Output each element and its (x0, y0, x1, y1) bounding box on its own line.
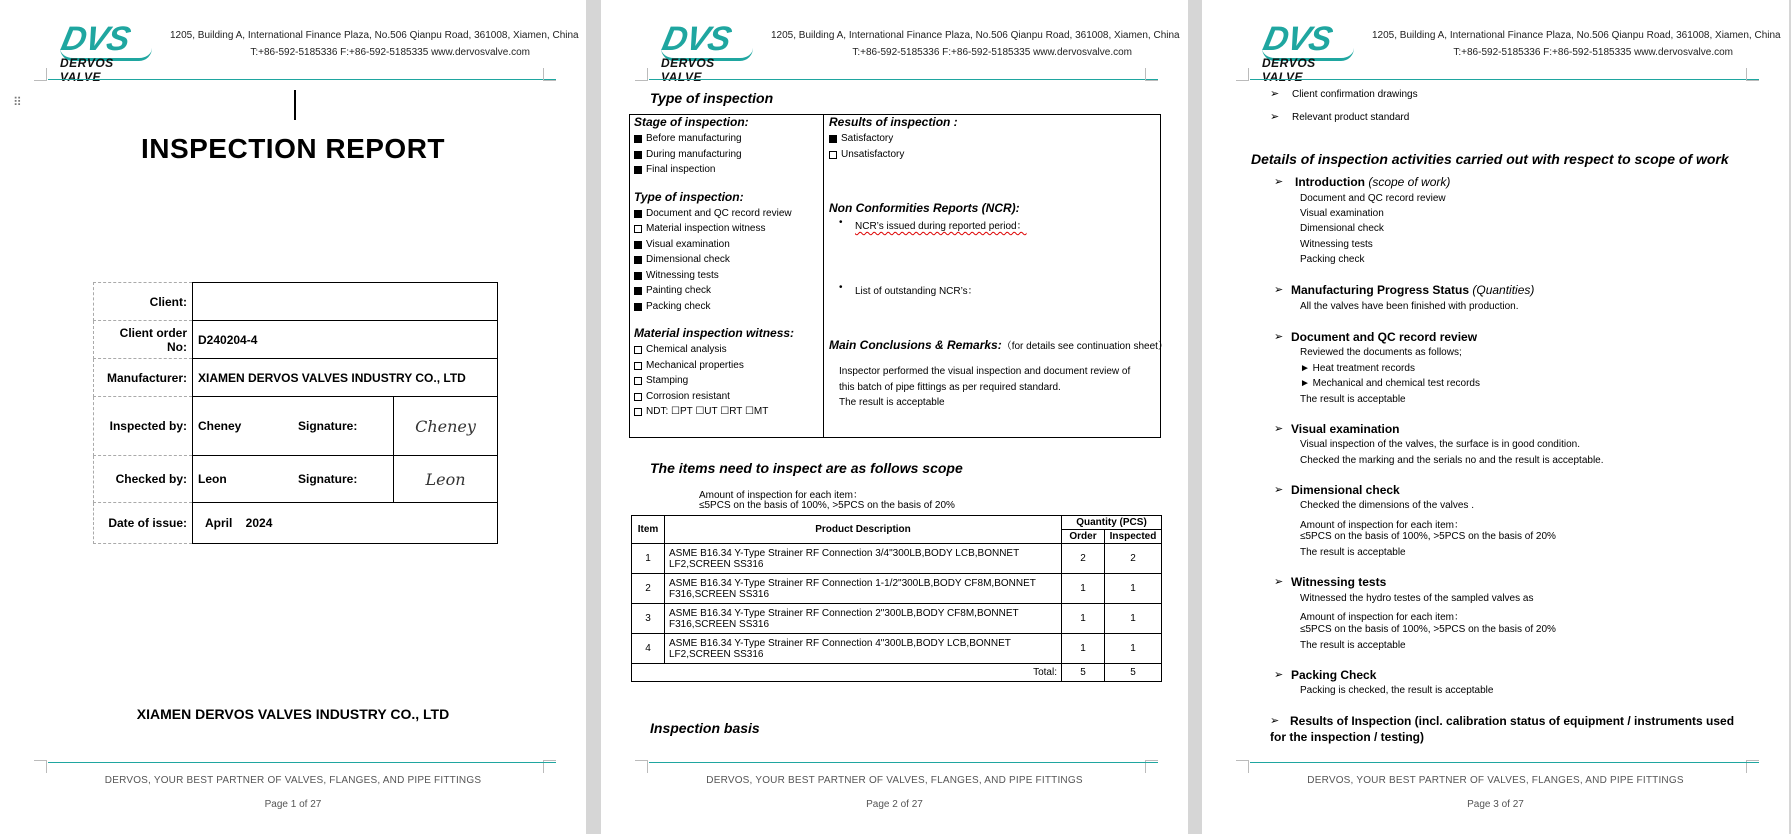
report-info-table (93, 282, 498, 544)
order-cell[interactable]: 1 (1062, 634, 1105, 664)
mps-heading[interactable]: Manufacturing Progress Status (1291, 283, 1470, 297)
margin-corner (543, 68, 556, 81)
stage-item[interactable]: Final inspection (634, 162, 819, 178)
intro-item[interactable]: Witnessing tests (1300, 239, 1373, 250)
table-row (632, 604, 1162, 634)
results-heading-line2[interactable]: for the inspection / testing) (1270, 730, 1425, 744)
table-row (632, 544, 1162, 574)
intro-item[interactable]: Dimensional check (1300, 223, 1384, 234)
intro-item[interactable]: Visual examination (1300, 208, 1384, 219)
page-header (1202, 0, 1789, 82)
conclusion-note: （for details see continuation sheet） (1001, 341, 1168, 352)
table-row (632, 634, 1162, 664)
report-title[interactable]: INSPECTION REPORT (140, 133, 446, 164)
checked-label: Checked by: (94, 456, 193, 503)
logo-text: DERVOS VALVE (661, 56, 715, 84)
dim-line[interactable]: The result is acceptable (1300, 547, 1406, 558)
arrow-bullet-icon: ➢ (1274, 176, 1284, 188)
material-item[interactable]: Mechanical properties (634, 358, 819, 374)
wit-line[interactable]: ≤5PCS on the basis of 100%, >5PCS on the basis of 20% (1300, 624, 1556, 635)
header-address: 1205, Building A, International Finance Plaza, No.506 Qianpu Road, 361008, Xiamen, China (1372, 30, 1781, 41)
inspected-cell[interactable]: 2 (1105, 544, 1162, 574)
footer-tagline: DERVOS, YOUR BEST PARTNER OF VALVES, FLANGES, AND PIPE FITTINGS (706, 775, 1083, 786)
col-inspected-header: Inspected (1105, 530, 1162, 544)
date-label: Date of issue: (94, 503, 193, 544)
col-desc-header: Product Description (665, 516, 1062, 544)
arrow-bullet-icon: ➢ (1274, 331, 1284, 343)
inspector-signature: Cheney (415, 416, 476, 436)
dervos-logo (1259, 20, 1360, 84)
header-divider (649, 79, 1158, 80)
dim-heading[interactable]: Dimensional check (1291, 483, 1400, 497)
intro-item[interactable]: Packing check (1300, 254, 1365, 265)
client-label: Client: (94, 283, 193, 321)
doc-heading[interactable]: Document and QC record review (1291, 330, 1478, 344)
desc-cell[interactable]: ASME B16.34 Y-Type Strainer RF Connection 4"300LB,BODY LCB,BONNET LF2,SCREEN SS316 (665, 634, 1062, 664)
material-heading: Material inspection witness: (634, 326, 795, 340)
order-cell[interactable]: 1 (1062, 574, 1105, 604)
arrow-bullet-icon: ➢ (1274, 669, 1284, 681)
text-cursor (294, 90, 296, 120)
margin-corner (635, 68, 648, 81)
conclusion-line[interactable]: this batch of pipe fittings as per required standard. (839, 381, 1061, 393)
margin-corner (1236, 760, 1249, 773)
type-item[interactable]: Document and QC record review (634, 206, 819, 222)
inspected-label: Inspected by: (94, 397, 193, 456)
item-cell[interactable]: 1 (632, 544, 665, 574)
inspected-value[interactable]: Cheney (193, 397, 294, 456)
margin-corner (1746, 68, 1759, 81)
mps-line[interactable]: All the valves have been finished with production. (1300, 301, 1519, 312)
total-order[interactable]: 5 (1062, 664, 1105, 682)
amount-line[interactable]: Amount of inspection for each item： (699, 490, 863, 501)
wit-line[interactable]: The result is acceptable (1300, 640, 1406, 651)
header-contact: T:+86-592-5185336 F:+86-592-5185335 www.dervosvalve.com (250, 47, 530, 58)
dim-line[interactable]: Amount of inspection for each item： (1300, 520, 1464, 531)
inspected-cell[interactable]: 1 (1105, 574, 1162, 604)
pack-heading[interactable]: Packing Check (1291, 668, 1377, 682)
results-heading-line1[interactable]: Results of Inspection (incl. calibration status of equipment / instruments used (1290, 714, 1735, 728)
col-qty-header: Quantity (PCS) (1062, 516, 1162, 530)
items-table (631, 515, 1162, 682)
ncr-issued[interactable] (829, 217, 1154, 232)
footer-tagline: DERVOS, YOUR BEST PARTNER OF VALVES, FLANGES, AND PIPE FITTINGS (1307, 775, 1684, 786)
amount-line[interactable]: ≤5PCS on the basis of 100%, >5PCS on the basis of 20% (699, 500, 955, 511)
result-item[interactable]: Satisfactory (829, 131, 1154, 147)
section-type-of-inspection[interactable]: Type of inspection (650, 90, 774, 106)
header-divider (1250, 79, 1759, 80)
type-item[interactable]: Dimensional check (634, 252, 819, 268)
page-3 (1202, 0, 1789, 834)
intro-sub: (scope of work) (1368, 175, 1451, 189)
ncr-issued-text: NCR’s issued during reported period： (855, 221, 1027, 232)
page-number: Page 1 of 27 (264, 799, 322, 810)
wit-line[interactable]: Witnessed the hydro testes of the sampled valves as (1300, 593, 1534, 604)
dim-line[interactable]: ≤5PCS on the basis of 100%, >5PCS on the basis of 20% (1300, 531, 1556, 542)
dervos-logo (658, 20, 759, 84)
wit-line[interactable]: Amount of inspection for each item： (1300, 612, 1464, 623)
column-divider (823, 115, 824, 437)
arrow-bullet-icon: ➢ (1274, 284, 1284, 296)
footer-divider (649, 762, 1158, 763)
ncr-heading: Non Conformities Reports (NCR): (829, 201, 1020, 215)
stage-item[interactable]: Before manufacturing (634, 131, 819, 147)
margin-corner (34, 68, 47, 81)
footer-tagline: DERVOS, YOUR BEST PARTNER OF VALVES, FLANGES, AND PIPE FITTINGS (104, 775, 482, 786)
page-header (601, 0, 1188, 82)
conclusion-heading: Main Conclusions & Remarks: (829, 338, 1002, 352)
margin-corner (34, 760, 47, 773)
logo-mark: DVS (658, 20, 734, 58)
date-value[interactable]: April 2024 (193, 503, 498, 544)
header-contact: T:+86-592-5185336 F:+86-592-5185335 www.dervosvalve.com (1453, 47, 1733, 58)
ncr-outstanding[interactable] (829, 282, 1154, 297)
col-order-header: Order (1062, 530, 1105, 544)
table-row (632, 574, 1162, 604)
stage-item[interactable]: During manufacturing (634, 147, 819, 163)
margin-corner (1236, 68, 1249, 81)
order-cell[interactable]: 2 (1062, 544, 1105, 574)
margin-corner (1145, 68, 1158, 81)
pack-line[interactable]: Packing is checked, the result is acceptable (1300, 685, 1494, 696)
logo-mark: DVS (57, 20, 133, 58)
arrow-bullet-icon: ➢ (1270, 88, 1280, 100)
doc-line[interactable]: ► Heat treatment records (1300, 363, 1415, 374)
page-2 (601, 0, 1188, 834)
header-address: 1205, Building A, International Finance Plaza, No.506 Qianpu Road, 361008, Xiamen, China (170, 30, 579, 41)
type-item[interactable]: Material inspection witness (634, 221, 819, 237)
stage-heading: Stage of inspection: (634, 115, 749, 129)
basis-item[interactable]: Client confirmation drawings (1292, 89, 1418, 100)
checked-value[interactable]: Leon (193, 456, 294, 503)
type-item[interactable]: Painting check (634, 283, 819, 299)
result-item[interactable]: Unsatisfactory (829, 147, 1154, 163)
dim-line[interactable]: Checked the dimensions of the valves . (1300, 500, 1474, 511)
total-row (632, 664, 1162, 682)
doc-line[interactable]: ► Mechanical and chemical test records (1300, 378, 1480, 389)
type-item[interactable]: Packing check (634, 299, 819, 315)
footer-divider (48, 762, 556, 763)
doc-line[interactable]: Reviewed the documents as follows; (1300, 347, 1462, 358)
vis-line[interactable]: Checked the marking and the serials no and the result is acceptable. (1300, 455, 1604, 466)
material-item[interactable]: Chemical analysis (634, 342, 819, 358)
item-cell[interactable]: 2 (632, 574, 665, 604)
item-cell[interactable]: 3 (632, 604, 665, 634)
wit-heading[interactable]: Witnessing tests (1291, 575, 1387, 589)
header-address: 1205, Building A, International Finance Plaza, No.506 Qianpu Road, 361008, Xiamen, China (771, 30, 1180, 41)
desc-cell[interactable]: ASME B16.34 Y-Type Strainer RF Connection 1-1/2"300LB,BODY CF8M,BONNET F316,SCREEN SS316 (665, 574, 1062, 604)
logo-mark: DVS (1259, 20, 1335, 58)
intro-heading[interactable]: Introduction (1295, 175, 1365, 189)
arrow-bullet-icon: ➢ (1274, 484, 1284, 496)
section-inspection-basis[interactable]: Inspection basis (650, 720, 760, 736)
header-divider (48, 79, 556, 80)
arrow-bullet-icon: ➢ (1274, 423, 1284, 435)
dervos-logo (57, 20, 158, 84)
inspection-summary-box (629, 114, 1168, 438)
type-item[interactable]: Visual examination (634, 237, 819, 253)
results-heading: Results of inspection : (829, 115, 958, 129)
ndt-item[interactable]: NDT: ☐PT ☐UT ☐RT ☐MT (634, 404, 819, 420)
left-column (634, 115, 819, 420)
order-cell[interactable]: 1 (1062, 604, 1105, 634)
vis-line[interactable]: Visual inspection of the valves, the surface is in good condition. (1300, 439, 1580, 450)
manufacturer-label: Manufacturer: (94, 359, 193, 397)
signature-label: Signature: (293, 397, 394, 456)
header-contact: T:+86-592-5185336 F:+86-592-5185335 www.dervosvalve.com (852, 47, 1132, 58)
type-item[interactable]: Witnessing tests (634, 268, 819, 284)
material-item[interactable]: Stamping (634, 373, 819, 389)
doc-line[interactable]: The result is acceptable (1300, 394, 1406, 405)
manufacturer-value[interactable]: XIAMEN DERVOS VALVES INDUSTRY CO., LTD (193, 359, 498, 397)
logo-text: DERVOS VALVE (1262, 56, 1316, 84)
col-item-header: Item (632, 516, 665, 544)
conclusion-line[interactable]: The result is acceptable (839, 397, 945, 408)
checker-signature: Leon (425, 469, 466, 489)
page-number: Page 2 of 27 (866, 799, 923, 810)
page-number: Page 3 of 27 (1467, 799, 1524, 810)
page-1 (0, 0, 586, 834)
company-name[interactable]: XIAMEN DERVOS VALVES INDUSTRY CO., LTD (136, 706, 450, 722)
inspected-cell[interactable]: 1 (1105, 634, 1162, 664)
arrow-bullet-icon: ➢ (1270, 111, 1280, 123)
logo-text: DERVOS VALVE (60, 56, 114, 84)
item-cell[interactable]: 4 (632, 634, 665, 664)
type-heading: Type of inspection: (634, 189, 744, 204)
page-header (0, 0, 586, 82)
intro-item[interactable]: Document and QC record review (1300, 193, 1446, 204)
margin-corner (635, 760, 648, 773)
total-inspected[interactable]: 5 (1105, 664, 1162, 682)
desc-cell[interactable]: ASME B16.34 Y-Type Strainer RF Connection 2"300LB,BODY CF8M,BONNET F316,SCREEN SS316 (665, 604, 1062, 634)
section-items-scope[interactable]: The items need to inspect are as follows scope (650, 460, 963, 476)
mps-sub: (Quantities) (1472, 283, 1535, 297)
order-value[interactable]: D240204-4 (193, 321, 498, 359)
right-column (829, 115, 1168, 411)
arrow-bullet-icon: ➢ (1270, 715, 1280, 727)
details-heading[interactable]: Details of inspection activities carried out with respect to scope of work (1251, 151, 1729, 167)
ncr-outstanding-text: List of outstanding NCR’s： (855, 286, 978, 297)
desc-cell[interactable]: ASME B16.34 Y-Type Strainer RF Connection 3/4"300LB,BODY LCB,BONNET LF2,SCREEN SS316 (665, 544, 1062, 574)
client-value[interactable] (193, 283, 498, 321)
material-item[interactable]: Corrosion resistant (634, 389, 819, 405)
signature-label: Signature: (293, 456, 394, 503)
order-label: Client order No: (94, 321, 193, 359)
conclusion-line[interactable]: Inspector performed the visual inspection and document review of (839, 366, 1131, 377)
footer-divider (1250, 762, 1759, 763)
basis-item[interactable]: Relevant product standard (1292, 112, 1410, 123)
vis-heading[interactable]: Visual examination (1291, 422, 1400, 436)
total-label: Total: (632, 664, 1062, 682)
arrow-bullet-icon: ➢ (1274, 576, 1284, 588)
inspected-cell[interactable]: 1 (1105, 604, 1162, 634)
drag-handle-icon[interactable]: ⠿ (13, 95, 22, 109)
